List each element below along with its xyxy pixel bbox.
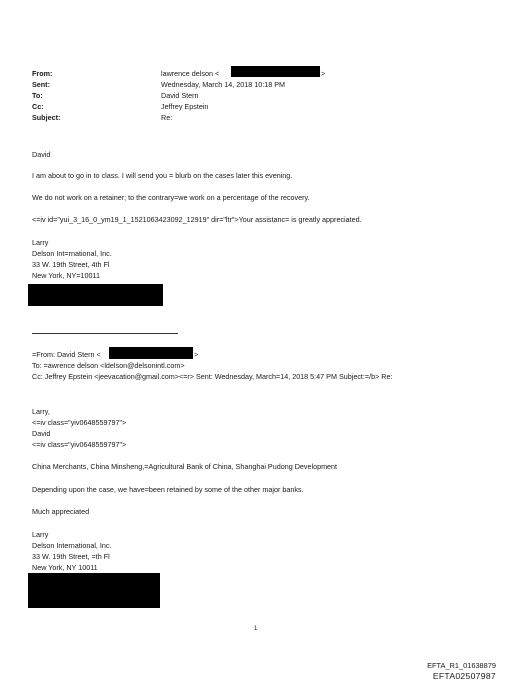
subject-value: Re: bbox=[161, 113, 173, 122]
redaction-box bbox=[28, 284, 163, 306]
quoted-from-line: =From: David Stern < bbox=[32, 350, 101, 359]
from-value: lawrence delson < bbox=[161, 69, 220, 78]
signature-line: New York, NY=10011 bbox=[32, 271, 100, 280]
divider-line bbox=[32, 333, 178, 334]
subject-label: Subject: bbox=[32, 113, 61, 122]
quoted-to-line: To: =awrence delson <ldelson@delsonintl.com> bbox=[32, 361, 185, 370]
sent-label: Sent: bbox=[32, 80, 50, 89]
body-paragraph: Much appreciated bbox=[32, 507, 90, 516]
redaction-box bbox=[28, 573, 160, 608]
from-label: From: bbox=[32, 69, 53, 78]
redaction-box bbox=[109, 347, 193, 359]
quoted-line: David bbox=[32, 429, 51, 438]
body-paragraph: Depending upon the case, we have=been retained by some of the other major banks. bbox=[32, 485, 304, 494]
cc-label: Cc: bbox=[32, 102, 44, 111]
sent-value: Wednesday, March 14, 2018 10:18 PM bbox=[161, 80, 285, 89]
quoted-cc-line: Cc: Jeffrey Epstein <jeevacation@gmail.com><=r> Sent: Wednesday, March=14, 2018 5:47 PM Subject:=/b> Re: bbox=[32, 372, 393, 381]
to-value: David Stern bbox=[161, 91, 199, 100]
quoted-line: <=iv class="yiv0648559797"> bbox=[32, 418, 127, 427]
quoted-from-close: > bbox=[194, 350, 199, 359]
signature-line: 33 W. 19th Street, 4th Fl bbox=[32, 260, 110, 269]
body-paragraph: <=iv id="yui_3_16_0_ym19_1_1521063423092_12919" dir="ltr">Your assistanc= is greatly appreciated. bbox=[32, 215, 362, 224]
signature-line: Delson Int=rnational, Inc. bbox=[32, 249, 112, 258]
to-label: To: bbox=[32, 91, 43, 100]
signature-line: 33 W. 19th Street, =th Fl bbox=[32, 552, 110, 561]
cc-value: Jeffrey Epstein bbox=[161, 102, 209, 111]
body-paragraph: I am about to go in to class. I will send you = blurb on the cases later this evening. bbox=[32, 171, 293, 180]
bates-reference-2: EFTA02507987 bbox=[432, 671, 496, 681]
quoted-line: Larry, bbox=[32, 407, 50, 416]
bates-reference-1: EFTA_R1_01638879 bbox=[427, 661, 496, 670]
quoted-line: <=iv class="yiv0648559797"> bbox=[32, 440, 127, 449]
signature-line: Larry bbox=[32, 238, 49, 247]
page-number: 1 bbox=[254, 626, 258, 632]
redaction-box bbox=[231, 66, 320, 77]
body-paragraph: China Merchants, China Minsheng,=Agricultural Bank of China, Shanghai Pudong Development bbox=[32, 462, 338, 471]
greeting: David bbox=[32, 150, 51, 159]
from-value-close: > bbox=[321, 69, 326, 78]
signature-line: Delson International, Inc. bbox=[32, 541, 112, 550]
signature-line: New York, NY 10011 bbox=[32, 563, 98, 572]
signature-line: Larry bbox=[32, 530, 49, 539]
body-paragraph: We do not work on a retainer; to the contrary=we work on a percentage of the recovery. bbox=[32, 193, 310, 202]
